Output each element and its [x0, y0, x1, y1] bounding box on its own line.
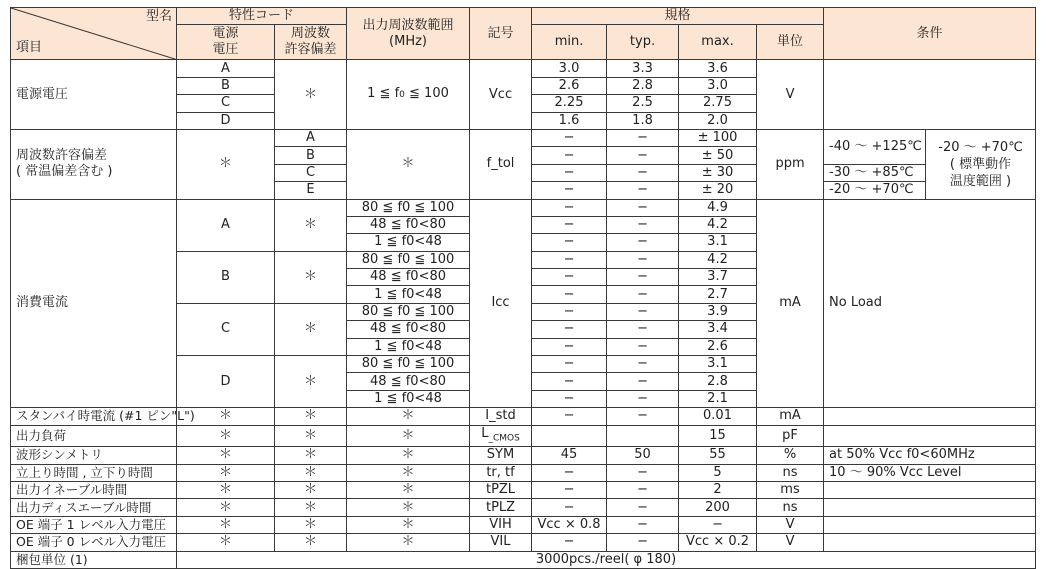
spec-table — [10, 7, 1036, 569]
misc-typ: − — [607, 516, 679, 533]
misc-typ: − — [607, 534, 679, 551]
supply-freq-range — [347, 60, 470, 130]
current-min: − — [532, 356, 607, 373]
current-min: − — [532, 251, 607, 268]
supply-max: 2.0 — [679, 112, 757, 129]
current-freq-range: 80 ≦ f0 ≦ 100 — [347, 251, 470, 268]
current-tol-any: ＊ — [275, 199, 347, 251]
current-freq-range: 80 ≦ f0 ≦ 100 — [347, 356, 470, 373]
misc-symbol: SYM — [470, 447, 532, 464]
misc-symbol: I_std — [470, 408, 532, 425]
current-freq-range: 1 ≦ f0<48 — [347, 390, 470, 407]
misc-max: − — [679, 516, 757, 533]
misc-cond — [824, 425, 1036, 447]
table-row — [11, 516, 1036, 533]
header-diagonal-cell — [11, 8, 177, 60]
tolerance-freq-any: ＊ — [347, 129, 470, 199]
misc-cond — [824, 516, 1036, 533]
tolerance-cond-e: -20 ～ +70℃ — [824, 182, 926, 199]
misc-typ: − — [607, 499, 679, 516]
supply-min: 3.0 — [532, 60, 607, 77]
misc-symbol: tPLZ — [470, 499, 532, 516]
misc-cond: 10 ～ 90% Vcc Level — [824, 464, 1036, 481]
current-freq-range: 1 ≦ f0<48 — [347, 338, 470, 355]
current-typ: − — [607, 234, 679, 251]
current-max: 2.7 — [679, 286, 757, 303]
current-min: − — [532, 303, 607, 320]
table-row — [11, 464, 1036, 481]
misc-typ: − — [607, 481, 679, 498]
misc-voltage-any: ＊ — [177, 534, 275, 551]
table-row — [11, 551, 1036, 568]
misc-typ: − — [607, 464, 679, 481]
current-typ: − — [607, 303, 679, 320]
misc-min: 45 — [532, 447, 607, 464]
header-voltage-code: 電源 電圧 — [177, 25, 275, 60]
current-max: 3.4 — [679, 321, 757, 338]
supply-min: 2.6 — [532, 77, 607, 94]
current-unit: mA — [757, 199, 824, 408]
misc-typ: 50 — [607, 447, 679, 464]
current-label: 消費電流 — [11, 199, 177, 408]
misc-min: − — [532, 534, 607, 551]
supply-code: D — [177, 112, 275, 129]
current-freq-range: 48 ≦ f0<80 — [347, 373, 470, 390]
misc-item: 立上り時間 , 立下り時間 — [11, 464, 177, 481]
current-max: 4.2 — [679, 216, 757, 233]
misc-unit: V — [757, 516, 824, 533]
supply-max: 2.75 — [679, 95, 757, 112]
symbol-main: L — [481, 425, 489, 441]
supply-typ: 2.8 — [607, 77, 679, 94]
tolerance-max: ± 100 — [679, 129, 757, 146]
header-typ: typ. — [607, 25, 679, 60]
tolerance-voltage-any: ＊ — [177, 129, 275, 199]
tolerance-code: B — [275, 147, 347, 164]
current-tol-any: ＊ — [275, 303, 347, 355]
misc-freq-any: ＊ — [347, 516, 470, 533]
current-max: 3.1 — [679, 234, 757, 251]
misc-min: − — [532, 408, 607, 425]
misc-voltage-any: ＊ — [177, 425, 275, 447]
freq-sub: 0 — [399, 90, 405, 101]
misc-tol-any: ＊ — [275, 499, 347, 516]
tolerance-max: ± 50 — [679, 147, 757, 164]
misc-tol-any: ＊ — [275, 447, 347, 464]
supply-max: 3.6 — [679, 60, 757, 77]
tolerance-unit: ppm — [757, 129, 824, 199]
misc-item: 出力ディスエーブル時間 — [11, 499, 177, 516]
current-min: − — [532, 321, 607, 338]
current-typ: − — [607, 269, 679, 286]
misc-min: − — [532, 499, 607, 516]
header-spec: 規格 — [532, 8, 824, 25]
current-typ: − — [607, 321, 679, 338]
misc-max: 55 — [679, 447, 757, 464]
misc-max: 2 — [679, 481, 757, 498]
misc-tol-any: ＊ — [275, 464, 347, 481]
misc-item: スタンバイ時電流 (#1 ピン"L") — [11, 408, 177, 425]
tolerance-min: − — [532, 182, 607, 199]
tolerance-cond-c: -30 ～ +85℃ — [824, 164, 926, 181]
misc-typ — [607, 425, 679, 447]
supply-min: 1.6 — [532, 112, 607, 129]
current-voltage-code: A — [177, 199, 275, 251]
misc-voltage-any: ＊ — [177, 499, 275, 516]
misc-min: − — [532, 464, 607, 481]
misc-symbol: tPZL — [470, 481, 532, 498]
misc-max: 0.01 — [679, 408, 757, 425]
misc-tol-any: ＊ — [275, 408, 347, 425]
misc-item: OE 端子 1 レベル入力電圧 — [11, 516, 177, 533]
tolerance-min: − — [532, 147, 607, 164]
current-symbol: Icc — [470, 199, 532, 408]
misc-symbol — [470, 425, 532, 447]
misc-max: 200 — [679, 499, 757, 516]
tolerance-max: ± 30 — [679, 164, 757, 181]
current-freq-range: 48 ≦ f0<80 — [347, 269, 470, 286]
supply-typ: 3.3 — [607, 60, 679, 77]
header-tol-code: 周波数 許容偏差 — [275, 25, 347, 60]
table-row — [11, 129, 1036, 146]
tolerance-cond-a: -40 ～ +125℃ — [824, 129, 926, 164]
table-row — [11, 60, 1036, 77]
misc-item: 波形シンメトリ — [11, 447, 177, 464]
supply-label: 電源電圧 — [11, 60, 177, 130]
misc-typ: − — [607, 408, 679, 425]
header-char-code: 特性コード — [177, 8, 347, 25]
current-max: 3.9 — [679, 303, 757, 320]
tolerance-label-1: 周波数許容偏差 — [16, 148, 108, 164]
freq-text: 1 ≦ f — [367, 86, 400, 102]
tolerance-min: − — [532, 129, 607, 146]
table-row — [11, 534, 1036, 551]
supply-min: 2.25 — [532, 95, 607, 112]
current-min: − — [532, 373, 607, 390]
current-min: − — [532, 216, 607, 233]
packing-value: 3000pcs./reel( φ 180) — [177, 551, 1036, 568]
current-tol-any: ＊ — [275, 356, 347, 408]
header-condition: 条件 — [824, 8, 1036, 60]
misc-voltage-any: ＊ — [177, 516, 275, 533]
current-freq-range: 80 ≦ f0 ≦ 100 — [347, 303, 470, 320]
current-freq-range: 1 ≦ f0<48 — [347, 234, 470, 251]
tolerance-min: − — [532, 164, 607, 181]
header-max: max. — [679, 25, 757, 60]
tolerance-code: C — [275, 164, 347, 181]
misc-tol-any: ＊ — [275, 425, 347, 447]
supply-code: A — [177, 60, 275, 77]
spec-table-body — [11, 8, 1036, 569]
misc-max: 15 — [679, 425, 757, 447]
misc-item: 出力負荷 — [11, 425, 177, 447]
tolerance-cond-right: -20 ～ +70℃ ( 標準動作 温度範囲 ) — [926, 129, 1036, 199]
misc-min: − — [532, 481, 607, 498]
supply-code: B — [177, 77, 275, 94]
header-symbol: 記号 — [470, 8, 532, 60]
header-model-name: 型名 — [145, 9, 172, 24]
current-freq-range: 48 ≦ f0<80 — [347, 321, 470, 338]
misc-max: Vcc × 0.2 — [679, 534, 757, 551]
misc-voltage-any: ＊ — [177, 447, 275, 464]
current-typ: − — [607, 216, 679, 233]
misc-tol-any: ＊ — [275, 534, 347, 551]
misc-unit: ns — [757, 464, 824, 481]
supply-cond — [824, 60, 1036, 130]
current-freq-range: 48 ≦ f0<80 — [347, 216, 470, 233]
misc-unit: ms — [757, 481, 824, 498]
current-max: 3.7 — [679, 269, 757, 286]
misc-item: OE 端子 0 レベル入力電圧 — [11, 534, 177, 551]
misc-tol-any: ＊ — [275, 516, 347, 533]
misc-cond — [824, 481, 1036, 498]
misc-freq-any: ＊ — [347, 447, 470, 464]
misc-symbol: tr, tf — [470, 464, 532, 481]
supply-symbol: Vcc — [470, 60, 532, 130]
misc-cond — [824, 534, 1036, 551]
table-row — [11, 499, 1036, 516]
supply-code: C — [177, 95, 275, 112]
header-freq-range: 出力周波数範囲 (MHz) — [347, 8, 470, 60]
current-max: 2.6 — [679, 338, 757, 355]
misc-freq-any: ＊ — [347, 481, 470, 498]
misc-freq-any: ＊ — [347, 534, 470, 551]
misc-symbol: VIH — [470, 516, 532, 533]
table-row — [11, 199, 1036, 216]
current-typ: − — [607, 390, 679, 407]
current-typ: − — [607, 373, 679, 390]
current-max: 3.1 — [679, 356, 757, 373]
tolerance-code: E — [275, 182, 347, 199]
current-min: − — [532, 286, 607, 303]
current-voltage-code: D — [177, 356, 275, 408]
supply-typ: 2.5 — [607, 95, 679, 112]
tolerance-max: ± 20 — [679, 182, 757, 199]
misc-item: 出力イネーブル時間 — [11, 481, 177, 498]
table-row — [11, 408, 1036, 425]
current-cond: No Load — [824, 199, 1036, 408]
misc-freq-any: ＊ — [347, 425, 470, 447]
tolerance-label — [11, 129, 177, 199]
misc-voltage-any: ＊ — [177, 481, 275, 498]
current-freq-range: 1 ≦ f0<48 — [347, 286, 470, 303]
current-max: 4.2 — [679, 251, 757, 268]
current-freq-range: 80 ≦ f0 ≦ 100 — [347, 199, 470, 216]
current-max: 2.1 — [679, 390, 757, 407]
table-row — [11, 481, 1036, 498]
misc-unit: V — [757, 534, 824, 551]
misc-freq-any: ＊ — [347, 499, 470, 516]
tolerance-typ: − — [607, 164, 679, 181]
current-min: − — [532, 199, 607, 216]
misc-freq-any: ＊ — [347, 464, 470, 481]
freq-end: ≦ 100 — [404, 86, 449, 102]
packing-label: 梱包単位 (1) — [11, 551, 177, 568]
misc-tol-any: ＊ — [275, 481, 347, 498]
current-max: 4.9 — [679, 199, 757, 216]
current-max: 2.8 — [679, 373, 757, 390]
tolerance-typ: − — [607, 182, 679, 199]
misc-cond — [824, 499, 1036, 516]
current-min: − — [532, 390, 607, 407]
current-typ: − — [607, 338, 679, 355]
header-item: 項目 — [16, 40, 43, 56]
table-row — [11, 447, 1036, 464]
current-min: − — [532, 234, 607, 251]
current-typ: − — [607, 356, 679, 373]
misc-max: 5 — [679, 464, 757, 481]
current-min: − — [532, 338, 607, 355]
misc-cond — [824, 408, 1036, 425]
misc-voltage-any: ＊ — [177, 408, 275, 425]
symbol-sub: _CMOS — [488, 433, 520, 444]
tolerance-code: A — [275, 129, 347, 146]
misc-symbol: VIL — [470, 534, 532, 551]
misc-unit: ns — [757, 499, 824, 516]
misc-min: Vcc × 0.8 — [532, 516, 607, 533]
current-typ: − — [607, 199, 679, 216]
table-row — [11, 425, 1036, 447]
current-voltage-code: B — [177, 251, 275, 303]
current-typ: − — [607, 286, 679, 303]
supply-unit: V — [757, 60, 824, 130]
current-voltage-code: C — [177, 303, 275, 355]
supply-max: 3.0 — [679, 77, 757, 94]
misc-min — [532, 425, 607, 447]
misc-voltage-any: ＊ — [177, 464, 275, 481]
header-unit: 単位 — [757, 25, 824, 60]
misc-unit: mA — [757, 408, 824, 425]
current-typ: − — [607, 251, 679, 268]
tolerance-typ: − — [607, 129, 679, 146]
tolerance-symbol: f_tol — [470, 129, 532, 199]
tolerance-typ: − — [607, 147, 679, 164]
tolerance-label-2: ( 常温偏差含む ) — [16, 164, 113, 180]
misc-freq-any: ＊ — [347, 408, 470, 425]
misc-unit: pF — [757, 425, 824, 447]
supply-tol-any: ＊ — [275, 60, 347, 130]
supply-typ: 1.8 — [607, 112, 679, 129]
misc-unit: % — [757, 447, 824, 464]
misc-cond: at 50% Vcc f0<60MHz — [824, 447, 1036, 464]
header-min: min. — [532, 25, 607, 60]
current-tol-any: ＊ — [275, 251, 347, 303]
current-min: − — [532, 269, 607, 286]
